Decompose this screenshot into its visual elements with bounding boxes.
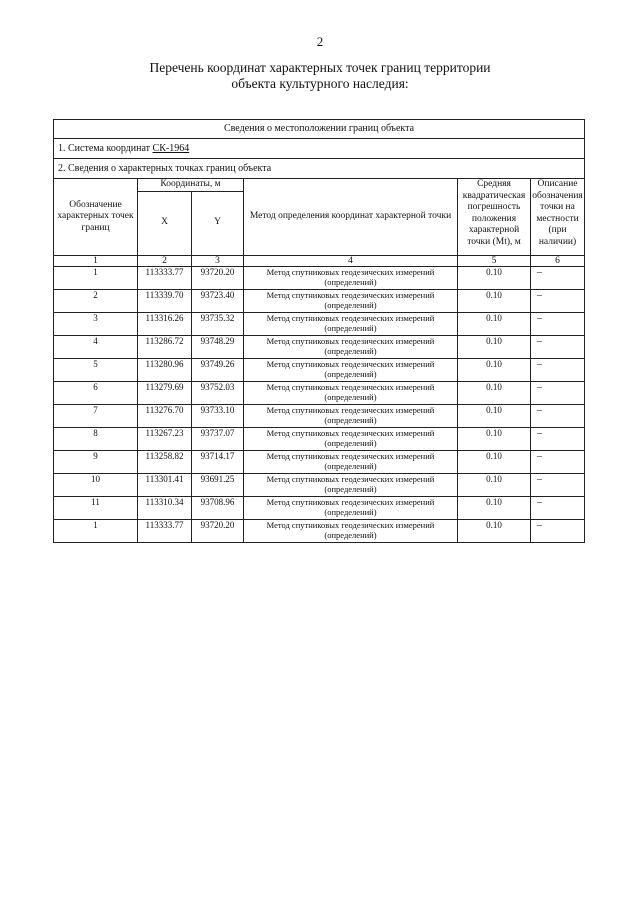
table-row <box>54 427 585 450</box>
table-row <box>54 473 585 496</box>
cell-x: 113333.77 <box>138 266 192 289</box>
column-number: 6 <box>531 255 585 266</box>
cell-method: Метод спутниковых геодезических измерений (определений) <box>244 473 458 496</box>
cell-description: – <box>531 450 585 473</box>
cell-error: 0.10 <box>458 289 531 312</box>
table-row <box>54 404 585 427</box>
cell-x: 113310.34 <box>138 496 192 519</box>
coordinates-table <box>53 119 585 543</box>
cell-method: Метод спутниковых геодезических измерений (определений) <box>244 289 458 312</box>
header-description: Описание обозначения точки на местности (при наличии) <box>531 179 585 256</box>
cell-method: Метод спутниковых геодезических измерений (определений) <box>244 427 458 450</box>
cell-y: 93737.07 <box>192 427 244 450</box>
cell-point: 8 <box>54 427 138 450</box>
cell-x: 113276.70 <box>138 404 192 427</box>
cell-description: – <box>531 358 585 381</box>
cell-y: 93720.20 <box>192 519 244 542</box>
cell-point: 7 <box>54 404 138 427</box>
cell-x: 113258.82 <box>138 450 192 473</box>
cell-point: 1 <box>54 266 138 289</box>
cell-y: 93691.25 <box>192 473 244 496</box>
cell-error: 0.10 <box>458 473 531 496</box>
header-y: Y <box>192 191 244 255</box>
cell-point: 9 <box>54 450 138 473</box>
cell-method: Метод спутниковых геодезических измерений (определений) <box>244 358 458 381</box>
cell-y: 93749.26 <box>192 358 244 381</box>
cell-error: 0.10 <box>458 496 531 519</box>
boundary-info-header: Сведения о местоположении границ объекта <box>54 120 585 139</box>
cell-y: 93733.10 <box>192 404 244 427</box>
cell-description: – <box>531 312 585 335</box>
cell-error: 0.10 <box>458 450 531 473</box>
cell-x: 113301.41 <box>138 473 192 496</box>
cell-x: 113333.77 <box>138 519 192 542</box>
cell-error: 0.10 <box>458 335 531 358</box>
cell-y: 93723.40 <box>192 289 244 312</box>
cell-point: 1 <box>54 519 138 542</box>
cell-error: 0.10 <box>458 266 531 289</box>
cell-method: Метод спутниковых геодезических измерений (определений) <box>244 335 458 358</box>
cell-point: 5 <box>54 358 138 381</box>
header-x: X <box>138 191 192 255</box>
cell-x: 113286.72 <box>138 335 192 358</box>
cell-point: 3 <box>54 312 138 335</box>
cell-method: Метод спутниковых геодезических измерений (определений) <box>244 519 458 542</box>
cell-error: 0.10 <box>458 381 531 404</box>
table-row <box>54 450 585 473</box>
cell-point: 11 <box>54 496 138 519</box>
column-number: 2 <box>138 255 192 266</box>
cell-method: Метод спутниковых геодезических измерений (определений) <box>244 496 458 519</box>
cell-description: – <box>531 404 585 427</box>
column-number: 3 <box>192 255 244 266</box>
cell-error: 0.10 <box>458 404 531 427</box>
table-row <box>54 358 585 381</box>
header-designation: Обозначение характерных точек границ <box>54 179 138 256</box>
coordinate-system-value: СК-1964 <box>152 143 190 154</box>
document-title <box>0 60 640 92</box>
table-row <box>54 335 585 358</box>
cell-x: 113316.26 <box>138 312 192 335</box>
cell-method: Метод спутниковых геодезических измерений (определений) <box>244 450 458 473</box>
header-method: Метод определения координат характерной точки <box>244 179 458 256</box>
cell-method: Метод спутниковых геодезических измерений (определений) <box>244 266 458 289</box>
cell-y: 93748.29 <box>192 335 244 358</box>
cell-description: – <box>531 381 585 404</box>
cell-error: 0.10 <box>458 427 531 450</box>
cell-description: – <box>531 427 585 450</box>
column-number: 5 <box>458 255 531 266</box>
coordinate-system-row <box>54 139 585 159</box>
cell-x: 113279.69 <box>138 381 192 404</box>
cell-y: 93720.20 <box>192 266 244 289</box>
cell-method: Метод спутниковых геодезических измерений (определений) <box>244 312 458 335</box>
table-row <box>54 312 585 335</box>
cell-error: 0.10 <box>458 358 531 381</box>
cell-description: – <box>531 266 585 289</box>
table-row <box>54 266 585 289</box>
column-number: 4 <box>244 255 458 266</box>
cell-description: – <box>531 496 585 519</box>
cell-x: 113339.70 <box>138 289 192 312</box>
table-row <box>54 496 585 519</box>
points-section-title: 2. Сведения о характерных точках границ объекта <box>54 159 585 179</box>
cell-description: – <box>531 335 585 358</box>
page-number: 2 <box>316 34 324 49</box>
cell-y: 93752.03 <box>192 381 244 404</box>
cell-y: 93714.17 <box>192 450 244 473</box>
cell-method: Метод спутниковых геодезических измерений (определений) <box>244 404 458 427</box>
cell-description: – <box>531 289 585 312</box>
column-number-row <box>54 255 585 266</box>
cell-error: 0.10 <box>458 519 531 542</box>
cell-point: 2 <box>54 289 138 312</box>
cell-error: 0.10 <box>458 312 531 335</box>
cell-description: – <box>531 519 585 542</box>
cell-x: 113280.96 <box>138 358 192 381</box>
header-coordinates: Координаты, м <box>138 179 244 192</box>
column-number: 1 <box>54 255 138 266</box>
coordinate-system-label: 1. Система координат <box>58 143 153 154</box>
document-title-line-1: Перечень координат характерных точек границ территории <box>149 60 491 75</box>
table-row <box>54 519 585 542</box>
cell-point: 10 <box>54 473 138 496</box>
table-row <box>54 381 585 404</box>
cell-point: 6 <box>54 381 138 404</box>
cell-point: 4 <box>54 335 138 358</box>
cell-description: – <box>531 473 585 496</box>
cell-method: Метод спутниковых геодезических измерений (определений) <box>244 381 458 404</box>
cell-y: 93708.96 <box>192 496 244 519</box>
header-error: Средняя квадратическая погрешность положения характерной точки (Mt), м <box>458 179 531 256</box>
cell-y: 93735.32 <box>192 312 244 335</box>
cell-x: 113267.23 <box>138 427 192 450</box>
table-row <box>54 289 585 312</box>
document-title-line-2: объекта культурного наследия: <box>231 76 409 91</box>
